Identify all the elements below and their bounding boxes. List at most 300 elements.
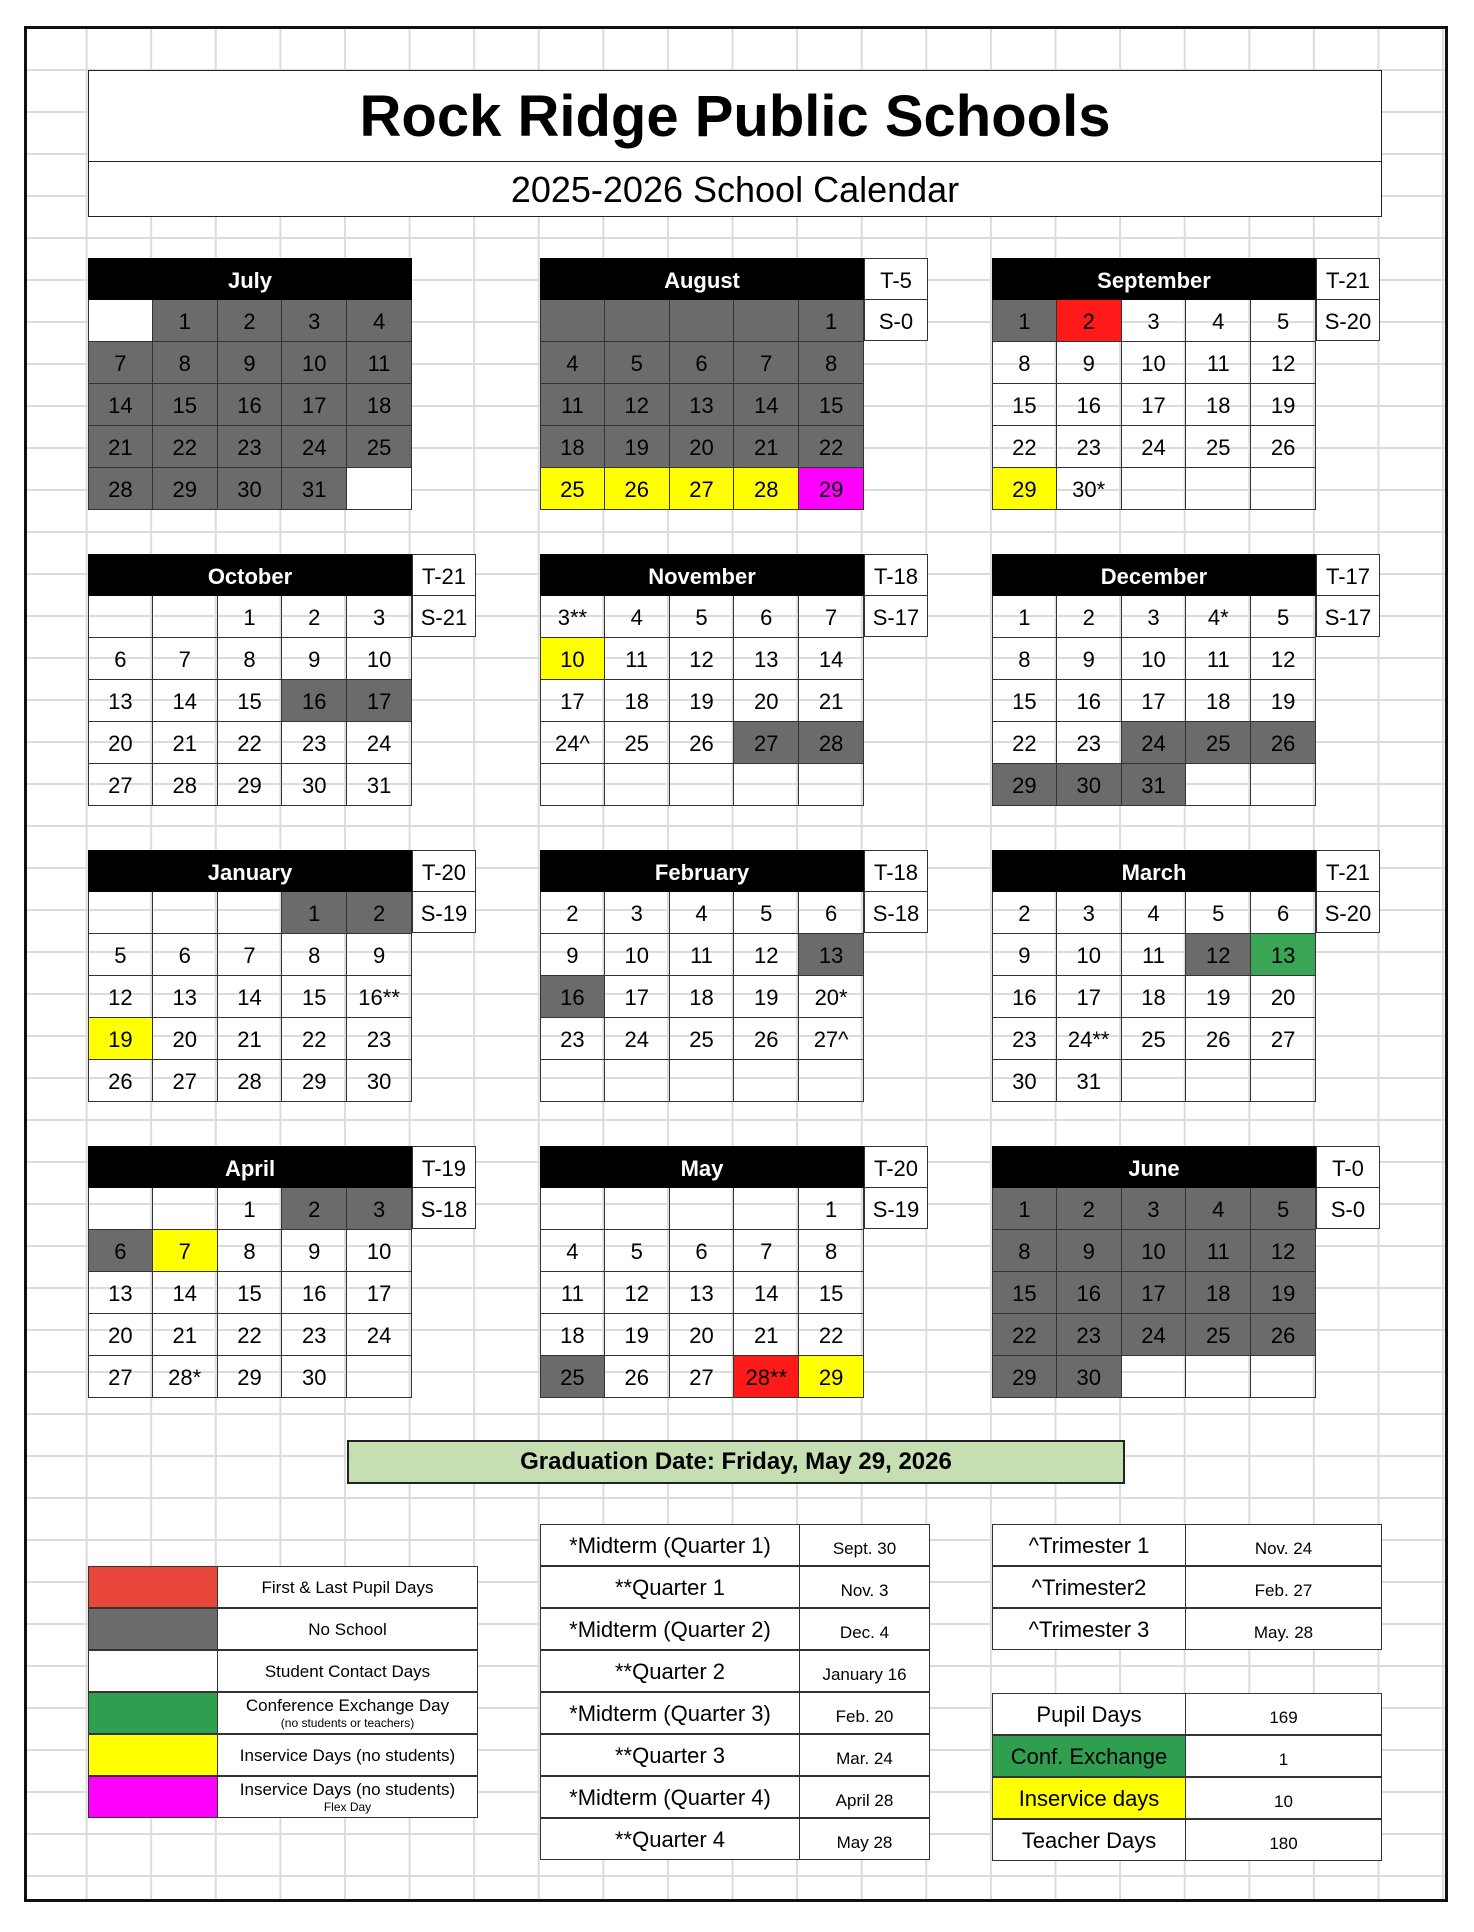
day-cell: 15 [992,1272,1057,1314]
day-cell: 19 [605,1314,670,1356]
day-cell: 5 [670,596,735,638]
legend-swatch [88,1692,218,1734]
day-cell: 19 [1251,1272,1316,1314]
day-cell: 26 [670,722,735,764]
table-cell-label: **Quarter 2 [540,1650,800,1692]
day-cell: 13 [734,638,799,680]
day-cell: 1 [799,300,864,342]
day-cell: 28 [799,722,864,764]
day-cell: 21 [734,426,799,468]
day-cell: 29 [218,764,283,806]
day-cell: 13 [799,934,864,976]
day-cell: 26 [1251,426,1316,468]
teacher-days-count: T-21 [1316,258,1380,300]
day-cell: 24 [1122,426,1187,468]
day-cell: 10 [282,342,347,384]
day-cell: 17 [1122,1272,1187,1314]
table-row [540,1566,930,1608]
legend-label [218,1734,478,1776]
day-cell: 3 [605,892,670,934]
legend-label [218,1608,478,1650]
day-cell: 31 [1122,764,1187,806]
day-cell: 26 [605,1356,670,1398]
empty-cell [605,1060,670,1102]
day-cell: 2 [1057,300,1122,342]
day-cell: 15 [218,1272,283,1314]
day-cell: 12 [734,934,799,976]
day-cell: 8 [992,638,1057,680]
day-cell: 16 [1057,1272,1122,1314]
empty-cell [734,1060,799,1102]
table-cell-value: January 16 [799,1650,930,1692]
day-cell: 21 [799,680,864,722]
legend-note-text: Flex Day [323,1800,372,1814]
table-cell-label: *Midterm (Quarter 1) [540,1524,800,1566]
day-cell: 18 [1122,976,1187,1018]
day-cell: 23 [1057,426,1122,468]
day-cell: 3 [347,596,412,638]
day-cell: 12 [670,638,735,680]
day-cell: 13 [153,976,218,1018]
day-cell: 20 [734,680,799,722]
day-cell: 15 [992,680,1057,722]
day-cell: 30 [218,468,283,510]
day-cell: 15 [799,1272,864,1314]
day-cell: 1 [992,1188,1057,1230]
legend-label-text: Inservice Days (no students) [239,1746,456,1765]
table-cell-label: **Quarter 4 [540,1818,800,1860]
day-cell: 25 [540,1356,605,1398]
day-cell: 5 [734,892,799,934]
student-days-count: S-21 [412,595,476,637]
day-cell: 9 [218,342,283,384]
month-header: November [540,554,864,596]
day-cell: 14 [734,384,799,426]
day-cell: 2 [992,892,1057,934]
day-cell: 28 [88,468,153,510]
day-cell: 16 [1057,680,1122,722]
day-cell: 24 [347,1314,412,1356]
day-cell: 6 [88,1230,153,1272]
empty-cell [1251,764,1316,806]
teacher-days-count: T-18 [864,850,928,892]
day-cell: 14 [153,1272,218,1314]
legend-label-text: Student Contact Days [264,1662,431,1681]
day-cell: 31 [1057,1060,1122,1102]
teacher-days-count: T-18 [864,554,928,596]
day-cell: 7 [734,342,799,384]
day-cell: 6 [1251,892,1316,934]
day-cell: 27 [1251,1018,1316,1060]
table-cell-value: 10 [1185,1777,1382,1819]
empty-cell [1122,1060,1187,1102]
day-cell: 4 [1122,892,1187,934]
day-cell: 23 [540,1018,605,1060]
day-cell: 14 [88,384,153,426]
empty-cell [799,764,864,806]
day-cell: 13 [1251,934,1316,976]
month-header: October [88,554,412,596]
day-cell: 27 [153,1060,218,1102]
day-cell: 27^ [799,1018,864,1060]
day-cell: 8 [282,934,347,976]
day-cell: 22 [153,426,218,468]
legend-label [218,1692,478,1734]
table-cell-value: Feb. 27 [1185,1566,1382,1608]
day-cell: 4* [1186,596,1251,638]
day-cell: 6 [153,934,218,976]
teacher-days-count: T-0 [1316,1146,1380,1188]
table-row [992,1524,1382,1566]
day-cell: 10 [347,638,412,680]
day-cell: 30 [347,1060,412,1102]
student-days-count: S-18 [412,1187,476,1229]
legend-swatch [88,1608,218,1650]
day-cell: 18 [1186,384,1251,426]
student-days-count: S-20 [1316,891,1380,933]
day-cell: 2 [540,892,605,934]
day-cell: 19 [670,680,735,722]
day-cell: 6 [670,1230,735,1272]
graduation-text: Graduation Date: Friday, May 29, 2026 [520,1448,952,1475]
day-cell: 13 [670,384,735,426]
day-cell: 10 [605,934,670,976]
day-cell: 20 [1251,976,1316,1018]
day-cell: 29 [153,468,218,510]
day-cell: 6 [734,596,799,638]
day-cell: 2 [1057,1188,1122,1230]
day-cell: 5 [1251,1188,1316,1230]
day-cell: 25 [605,722,670,764]
day-cell: 18 [540,426,605,468]
table-cell-value: 180 [1185,1819,1382,1861]
day-cell: 30 [282,1356,347,1398]
table-cell-label: Pupil Days [992,1693,1186,1735]
day-cell: 7 [153,1230,218,1272]
table-row [992,1693,1382,1735]
day-cell: 11 [540,384,605,426]
day-cell: 30 [1057,764,1122,806]
day-cell: 1 [992,596,1057,638]
legend-row [88,1734,478,1776]
table-cell-label: **Quarter 3 [540,1734,800,1776]
day-cell: 18 [1186,1272,1251,1314]
day-cell: 11 [347,342,412,384]
empty-cell [540,764,605,806]
legend-row [88,1566,478,1608]
day-cell: 16 [992,976,1057,1018]
day-cell: 22 [799,426,864,468]
day-cell: 26 [1186,1018,1251,1060]
day-cell: 28** [734,1356,799,1398]
table-row [540,1692,930,1734]
day-cell: 10 [540,638,605,680]
day-cell: 17 [540,680,605,722]
day-cell: 22 [218,1314,283,1356]
day-cell: 10 [1122,342,1187,384]
day-cell: 29 [218,1356,283,1398]
day-cell: 26 [1251,722,1316,764]
day-cell: 23 [282,1314,347,1356]
table-cell-value: Mar. 24 [799,1734,930,1776]
day-cell: 3 [282,300,347,342]
day-cell: 11 [605,638,670,680]
day-cell: 28* [153,1356,218,1398]
day-cell: 27 [670,468,735,510]
day-cell: 1 [218,596,283,638]
day-cell: 16 [218,384,283,426]
legend-note-text: (no students or teachers) [280,1716,415,1730]
day-cell: 14 [218,976,283,1018]
day-cell: 23 [282,722,347,764]
day-cell: 5 [1251,596,1316,638]
day-cell: 2 [347,892,412,934]
day-cell: 7 [799,596,864,638]
day-cell: 28 [218,1060,283,1102]
empty-cell [799,1060,864,1102]
legend-swatch [88,1650,218,1692]
day-cell: 16 [540,976,605,1018]
empty-cell [218,892,283,934]
day-cell: 10 [347,1230,412,1272]
day-cell: 17 [1122,680,1187,722]
day-cell: 18 [1186,680,1251,722]
day-cell: 20 [88,1314,153,1356]
empty-cell [347,1356,412,1398]
empty-cell [88,1188,153,1230]
day-cell: 21 [734,1314,799,1356]
day-cell: 2 [282,596,347,638]
day-cell: 9 [1057,342,1122,384]
table-cell-label: Inservice days [992,1777,1186,1819]
empty-cell [1186,468,1251,510]
empty-cell [1251,1060,1316,1102]
day-cell: 16** [347,976,412,1018]
table-row [540,1608,930,1650]
table-cell-value: Nov. 3 [799,1566,930,1608]
legend-label-text: Conference Exchange Day [245,1696,450,1715]
month-header: September [992,258,1316,300]
empty-cell [605,300,670,342]
legend-swatch [88,1734,218,1776]
student-days-count: S-0 [1316,1187,1380,1229]
student-days-count: S-20 [1316,299,1380,341]
legend-label [218,1566,478,1608]
day-cell: 28 [153,764,218,806]
day-cell: 24^ [540,722,605,764]
day-cell: 12 [1251,1230,1316,1272]
day-cell: 22 [992,426,1057,468]
empty-cell [605,1188,670,1230]
day-cell: 5 [1186,892,1251,934]
day-cell: 12 [605,384,670,426]
day-cell: 1 [282,892,347,934]
legend-label-text: No School [308,1620,387,1639]
empty-cell [153,892,218,934]
day-cell: 19 [734,976,799,1018]
day-cell: 26 [1251,1314,1316,1356]
day-cell: 7 [218,934,283,976]
day-cell: 18 [605,680,670,722]
table-row [540,1650,930,1692]
table-cell-label: Conf. Exchange [992,1735,1186,1777]
month-header: March [992,850,1316,892]
empty-cell [347,468,412,510]
empty-cell [1186,764,1251,806]
day-cell: 12 [605,1272,670,1314]
day-cell: 13 [670,1272,735,1314]
day-cell: 26 [734,1018,799,1060]
teacher-days-count: T-19 [412,1146,476,1188]
day-cell: 15 [218,680,283,722]
day-cell: 31 [347,764,412,806]
day-cell: 27 [734,722,799,764]
table-row [540,1524,930,1566]
day-cell: 11 [1186,1230,1251,1272]
empty-cell [1251,1356,1316,1398]
legend-label-text: Inservice Days (no students) [239,1780,456,1799]
day-cell: 25 [1122,1018,1187,1060]
day-cell: 8 [218,638,283,680]
day-cell: 17 [282,384,347,426]
day-cell: 15 [282,976,347,1018]
day-cell: 27 [88,764,153,806]
day-cell: 24 [605,1018,670,1060]
day-cell: 20* [799,976,864,1018]
empty-cell [540,1188,605,1230]
day-cell: 4 [670,892,735,934]
day-cell: 2 [282,1188,347,1230]
day-cell: 5 [605,342,670,384]
day-cell: 8 [153,342,218,384]
day-cell: 24 [1122,1314,1187,1356]
day-cell: 29 [992,764,1057,806]
table-row [540,1776,930,1818]
day-cell: 23 [1057,722,1122,764]
day-cell: 30 [282,764,347,806]
empty-cell [670,1188,735,1230]
day-cell: 8 [799,342,864,384]
day-cell: 4 [605,596,670,638]
day-cell: 22 [282,1018,347,1060]
day-cell: 19 [1186,976,1251,1018]
table-row [992,1819,1382,1861]
day-cell: 29 [992,1356,1057,1398]
day-cell: 7 [88,342,153,384]
day-cell: 1 [218,1188,283,1230]
table-row [992,1735,1382,1777]
month-header: April [88,1146,412,1188]
month-header: February [540,850,864,892]
empty-cell [88,300,153,342]
empty-cell [153,596,218,638]
table-cell-value: 1 [1185,1735,1382,1777]
day-cell: 31 [282,468,347,510]
day-cell: 24 [282,426,347,468]
day-cell: 11 [1122,934,1187,976]
month-header: January [88,850,412,892]
day-cell: 23 [1057,1314,1122,1356]
day-cell: 18 [347,384,412,426]
day-cell: 10 [1122,638,1187,680]
day-cell: 29 [282,1060,347,1102]
day-cell: 4 [1186,1188,1251,1230]
legend-row [88,1776,478,1818]
day-cell: 6 [799,892,864,934]
table-cell-value: Sept. 30 [799,1524,930,1566]
day-cell: 4 [540,1230,605,1272]
day-cell: 30* [1057,468,1122,510]
day-cell: 29 [799,468,864,510]
teacher-days-count: T-20 [864,1146,928,1188]
table-cell-label: Teacher Days [992,1819,1186,1861]
teacher-days-count: T-21 [1316,850,1380,892]
day-cell: 26 [88,1060,153,1102]
student-days-count: S-19 [864,1187,928,1229]
day-cell: 19 [88,1018,153,1060]
day-cell: 9 [540,934,605,976]
day-cell: 2 [1057,596,1122,638]
empty-cell [540,300,605,342]
day-cell: 3 [347,1188,412,1230]
day-cell: 16 [282,1272,347,1314]
day-cell: 10 [1057,934,1122,976]
day-cell: 14 [799,638,864,680]
table-cell-label: ^Trimester2 [992,1566,1186,1608]
table-cell-label: *Midterm (Quarter 2) [540,1608,800,1650]
day-cell: 17 [605,976,670,1018]
legend-label [218,1776,478,1818]
day-cell: 3 [1122,300,1187,342]
table-cell-value: Feb. 20 [799,1692,930,1734]
day-cell: 9 [282,638,347,680]
day-cell: 11 [540,1272,605,1314]
teacher-days-count: T-20 [412,850,476,892]
legend-swatch [88,1566,218,1608]
day-cell: 30 [992,1060,1057,1102]
empty-cell [605,764,670,806]
day-cell: 15 [153,384,218,426]
day-cell: 13 [88,680,153,722]
day-cell: 21 [153,722,218,764]
day-cell: 8 [218,1230,283,1272]
legend-row [88,1650,478,1692]
day-cell: 25 [347,426,412,468]
teacher-days-count: T-5 [864,258,928,300]
empty-cell [734,764,799,806]
empty-cell [1122,468,1187,510]
day-cell: 9 [282,1230,347,1272]
empty-cell [734,1188,799,1230]
day-cell: 1 [153,300,218,342]
empty-cell [1186,1060,1251,1102]
empty-cell [1122,1356,1187,1398]
day-cell: 19 [1251,680,1316,722]
day-cell: 29 [799,1356,864,1398]
day-cell: 21 [88,426,153,468]
table-cell-label: ^Trimester 3 [992,1608,1186,1650]
day-cell: 24 [1122,722,1187,764]
day-cell: 19 [1251,384,1316,426]
legend-swatch [88,1776,218,1818]
empty-cell [88,892,153,934]
day-cell: 3** [540,596,605,638]
day-cell: 3 [1122,1188,1187,1230]
page-subtitle: 2025-2026 School Calendar [510,169,960,210]
day-cell: 24 [347,722,412,764]
empty-cell [670,300,735,342]
empty-cell [88,596,153,638]
